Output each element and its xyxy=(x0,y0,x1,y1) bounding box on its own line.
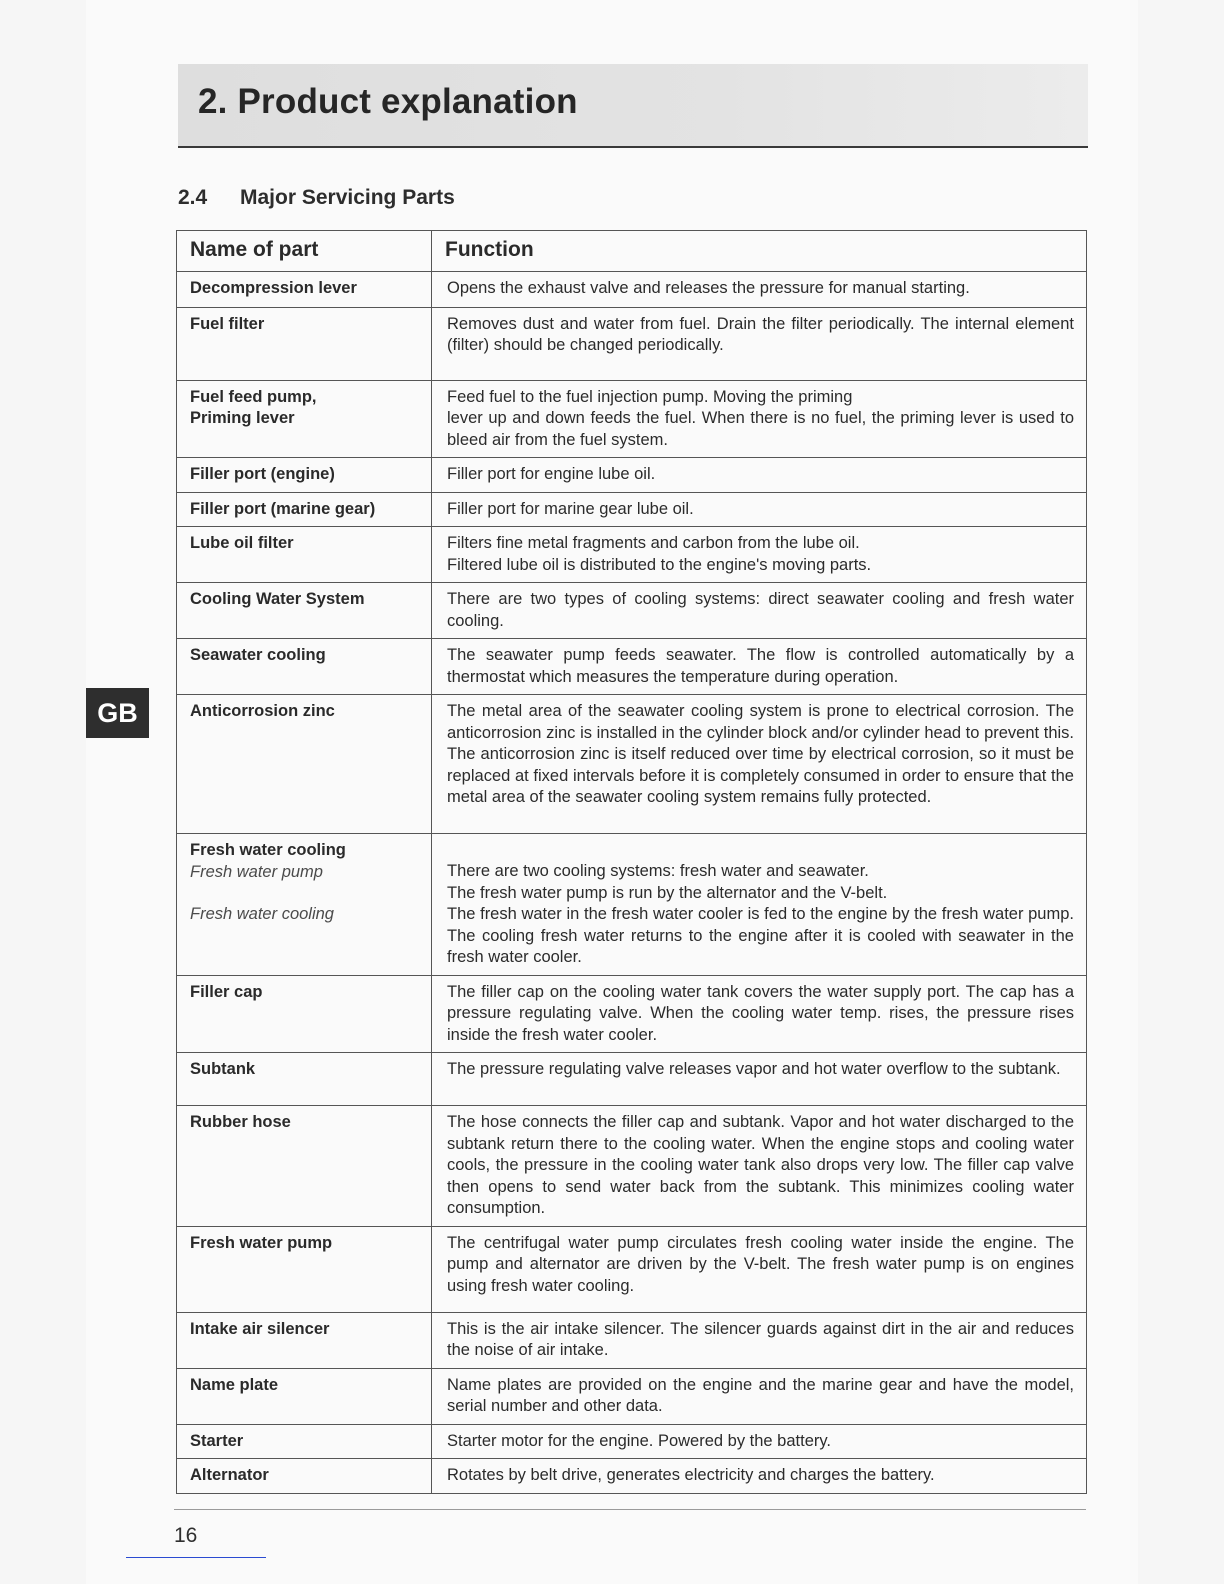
table-header-row xyxy=(177,231,1087,272)
part-subname: Fresh water pump xyxy=(190,862,323,881)
part-function: The hose connects the filler cap and subtank. Vapor and hot water discharged to the subtank return there to the cooling water. When the engine stops and cooling water cools, the pressure in the cooling water tank also drops very low. The filler cap valve then opens to send water back from the subtank. This minimizes cooling water consumption. xyxy=(447,1113,1074,1217)
table-row xyxy=(177,1106,1087,1227)
part-name: Intake air silencer xyxy=(190,1319,330,1338)
table-row xyxy=(177,458,1087,493)
chapter-header xyxy=(178,64,1088,148)
part-name: Alternator xyxy=(190,1466,269,1484)
chapter-title: 2. Product explanation xyxy=(198,82,578,121)
part-function-line: The fresh water pump is run by the alternator and the V-belt. xyxy=(447,883,888,902)
table-row xyxy=(177,271,1087,307)
section-title: Major Servicing Parts xyxy=(240,186,455,209)
section-heading xyxy=(178,186,455,210)
part-name: Decompression lever xyxy=(190,278,357,297)
part-name-secondary: Priming lever xyxy=(190,409,295,427)
part-function: The metal area of the seawater cooling system is prone to electrical corrosion. The anticorrosion zinc is installed in the cylinder block and/or cylinder head to prevent this. The anticorrosion zinc is itself reduced over time by electrical corrosion, so it must be replaced at fixed intervals before it is completely consumed in order to ensure that the metal area of the seawater cooling system remains fully protected. xyxy=(447,702,1074,806)
part-function-line: Feed fuel to the fuel injection pump. Moving the priming xyxy=(447,387,853,406)
part-name: Starter xyxy=(190,1431,244,1450)
part-function: Opens the exhaust valve and releases the pressure for manual starting. xyxy=(447,278,970,297)
page-number: 16 xyxy=(174,1524,198,1547)
table-row xyxy=(177,492,1087,527)
part-name: Name plate xyxy=(190,1375,279,1394)
part-name: Anticorrosion zinc xyxy=(190,702,335,720)
part-function: The filler cap on the cooling water tank covers the water supply port. The cap has a pressure regulating valve. When the cooling water temp. rises, the pressure rises inside the fresh water cooler. xyxy=(447,982,1074,1044)
table-row xyxy=(177,380,1087,458)
table-row xyxy=(177,1312,1087,1368)
part-function-line: There are two cooling systems: fresh water and seawater. xyxy=(447,862,869,880)
table-row xyxy=(177,834,1087,976)
table-row xyxy=(177,527,1087,583)
part-function-line: The fresh water in the fresh water cooler is fed to the engine by the fresh water pump. The cooling fresh water returns to the engine after it is cooled with seawater in the fresh water cooler. xyxy=(447,905,1074,966)
part-function: The seawater pump feeds seawater. The flow is controlled automatically by a thermostat which measures the temperature during operation. xyxy=(447,646,1074,686)
part-name: Filler port (engine) xyxy=(190,465,335,483)
table-row xyxy=(177,975,1087,1053)
part-name: Fresh water pump xyxy=(190,1233,333,1252)
part-function: The centrifugal water pump circulates fresh cooling water inside the engine. The pump and alternator are driven by the V-belt. The fresh water pump is on engines using fresh water cooling. xyxy=(447,1233,1074,1295)
part-function: Starter motor for the engine. Powered by the battery. xyxy=(447,1431,831,1450)
part-name: Lube oil filter xyxy=(190,534,294,552)
table-row xyxy=(177,1368,1087,1424)
table-row xyxy=(177,639,1087,695)
table-row xyxy=(177,1226,1087,1312)
table-row xyxy=(177,695,1087,834)
table-row xyxy=(177,1053,1087,1106)
part-function-line: Filtered lube oil is distributed to the engine's moving parts. xyxy=(447,555,872,574)
part-function: Name plates are provided on the engine and the marine gear and have the model, serial number and other data. xyxy=(447,1375,1074,1415)
part-function: Filler port for marine gear lube oil. xyxy=(447,499,694,518)
language-tab: GB xyxy=(86,688,149,738)
part-subname: Fresh water cooling xyxy=(190,905,334,923)
parts-table xyxy=(176,230,1087,1494)
section-number: 2.4 xyxy=(178,186,208,209)
part-function: There are two types of cooling systems: direct seawater cooling and fresh water cooling. xyxy=(447,590,1074,630)
part-function-line: lever up and down feeds the fuel. When there is no fuel, the priming lever is used to bleed air from the fuel system. xyxy=(447,409,1074,449)
part-function: Removes dust and water from fuel. Drain the filter periodically. The internal element (filter) should be changed periodically. xyxy=(447,314,1074,354)
part-name: Filler port (marine gear) xyxy=(190,499,376,518)
part-function: Rotates by belt drive, generates electricity and charges the battery. xyxy=(447,1466,935,1484)
table-row xyxy=(177,1459,1087,1494)
part-name: Seawater cooling xyxy=(190,646,326,664)
part-function: The pressure regulating valve releases vapor and hot water overflow to the subtank. xyxy=(447,1060,1061,1078)
footer-divider xyxy=(174,1509,1086,1510)
part-name: Subtank xyxy=(190,1060,256,1078)
part-name: Fresh water cooling xyxy=(190,841,346,859)
part-function: Filler port for engine lube oil. xyxy=(447,465,656,483)
table-row xyxy=(177,1424,1087,1459)
part-name: Cooling Water System xyxy=(190,590,365,608)
part-function-line: Filters fine metal fragments and carbon from the lube oil. xyxy=(447,534,860,552)
table-row xyxy=(177,307,1087,380)
bottom-underline xyxy=(126,1557,266,1558)
table-row xyxy=(177,583,1087,639)
part-function: This is the air intake silencer. The silencer guards against dirt in the air and reduces the noise of air intake. xyxy=(447,1319,1074,1359)
column-header-name: Name of part xyxy=(177,231,432,272)
part-name: Filler cap xyxy=(190,982,263,1001)
part-name: Fuel filter xyxy=(190,314,265,333)
part-name: Rubber hose xyxy=(190,1113,291,1131)
part-name: Fuel feed pump, xyxy=(190,387,317,406)
column-header-function: Function xyxy=(432,231,1087,272)
